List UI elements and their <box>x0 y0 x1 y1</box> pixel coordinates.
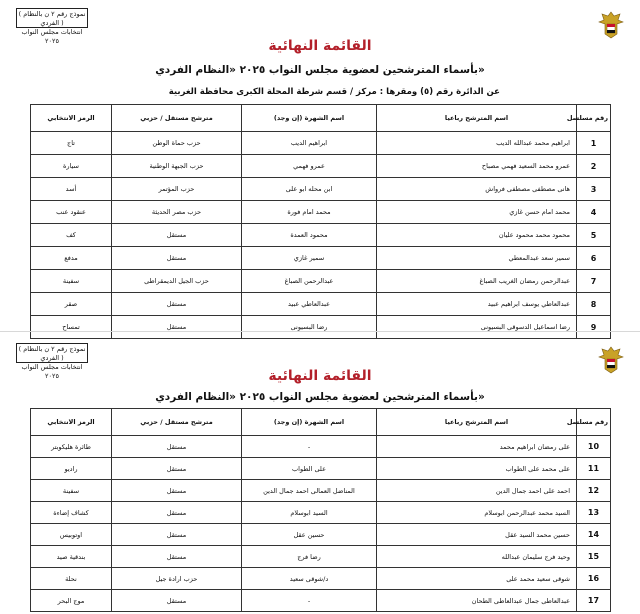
cell-fame: عبدالعاطي عبيد <box>242 293 377 316</box>
table-row <box>31 590 611 612</box>
header-fame: اسم الشهرة (إن وجد) <box>242 105 377 132</box>
header-symbol: الرمز الانتخابي <box>31 409 112 436</box>
cell-fame: محمود العمدة <box>242 224 377 247</box>
cell-name: احمد على احمد جمال الدين <box>377 480 577 502</box>
form-number-box <box>16 8 88 45</box>
cell-party: مستقل <box>112 224 242 247</box>
cell-fame: سمير غازي <box>242 247 377 270</box>
table-row <box>31 480 611 502</box>
header-party: مترشح مستقل / حزبي <box>112 105 242 132</box>
header-symbol: الرمز الانتخابي <box>31 105 112 132</box>
form-box-line1: ( نموذج رقم ٢ ن بالنظام الفردي ) <box>18 10 86 27</box>
header-name: اسم المترشح رباعيا <box>377 105 577 132</box>
table-row <box>31 568 611 590</box>
cell-num: 9 <box>577 316 611 339</box>
form-box-line2: انتخابات مجلس النواب ٢٠٢٥ <box>21 28 83 45</box>
cell-name: على رمضان ابراهيم محمد <box>377 436 577 458</box>
cell-symbol: بندقية صيد <box>31 546 112 568</box>
cell-num: 10 <box>577 436 611 458</box>
cell-symbol: عنقود عنب <box>31 201 112 224</box>
cell-name: ابراهيم محمد عبدالله الديب <box>377 132 577 155</box>
table-row <box>31 293 611 316</box>
page-separator <box>0 331 640 332</box>
cell-name: السيد محمد عبدالرحمن ابوسلام <box>377 502 577 524</box>
cell-name: رضا اسماعيل الدسوقى البسيونى <box>377 316 577 339</box>
cell-symbol: صقر <box>31 293 112 316</box>
cell-party: حزب مصر الحديثة <box>112 201 242 224</box>
cell-fame: حسين عقل <box>242 524 377 546</box>
cell-num: 17 <box>577 590 611 612</box>
cell-symbol: راديو <box>31 458 112 480</box>
cell-num: 3 <box>577 178 611 201</box>
header-name: اسم المترشح رباعيا <box>377 409 577 436</box>
cell-symbol: أسد <box>31 178 112 201</box>
cell-fame: ابراهيم الديب <box>242 132 377 155</box>
cell-symbol: تمساح <box>31 316 112 339</box>
document-subtitle: بأسماء المترشحين لعضوية مجلس النواب ٢٠٢٥ «النظام الفردي» <box>155 391 485 403</box>
cell-symbol: طائرة هليكوبتر <box>31 436 112 458</box>
cell-num: 2 <box>577 155 611 178</box>
cell-fame: رضا فرج <box>242 546 377 568</box>
cell-name: عبدالعاطى جمال عبدالعاطى الطحان <box>377 590 577 612</box>
cell-symbol: سفينة <box>31 480 112 502</box>
cell-symbol: كشاف إضاءة <box>31 502 112 524</box>
cell-num: 15 <box>577 546 611 568</box>
form-number-box <box>16 343 88 380</box>
cell-party: حزب الجيل الديمقراطى <box>112 270 242 293</box>
table-row <box>31 224 611 247</box>
district-line: عن الدائرة رقم (٥) ومقرها : مركز / قسم شرطة المحلة الكبرى محافظة الغربية <box>168 87 500 97</box>
table-row <box>31 546 611 568</box>
table-row <box>31 201 611 224</box>
cell-fame: السيد ابوسلام <box>242 502 377 524</box>
cell-num: 4 <box>577 201 611 224</box>
header-party: مترشح مستقل / حزبي <box>112 409 242 436</box>
cell-party: حزب الجبهة الوطنية <box>112 155 242 178</box>
header-num: رقم مسلسل <box>577 105 611 132</box>
cell-party: مستقل <box>112 590 242 612</box>
cell-party: حزب حماة الوطن <box>112 132 242 155</box>
cell-num: 5 <box>577 224 611 247</box>
table-row <box>31 270 611 293</box>
final-list-title: القائمة النهائية <box>268 368 372 384</box>
cell-fame: المناضل العمالى احمد جمال الدين <box>242 480 377 502</box>
cell-name: هانى مصطفى مصطفى فرواش <box>377 178 577 201</box>
cell-num: 11 <box>577 458 611 480</box>
cell-fame: - <box>242 436 377 458</box>
table-row <box>31 132 611 155</box>
cell-party: حزب المؤتمر <box>112 178 242 201</box>
cell-num: 8 <box>577 293 611 316</box>
cell-fame: د/شوقى سعيد <box>242 568 377 590</box>
cell-party: مستقل <box>112 458 242 480</box>
cell-name: حسين محمد السيد عقل <box>377 524 577 546</box>
cell-symbol: موج البحر <box>31 590 112 612</box>
header-num: رقم مسلسل <box>577 409 611 436</box>
cell-party: مستقل <box>112 436 242 458</box>
cell-name: على محمد على الطواب <box>377 458 577 480</box>
cell-party: مستقل <box>112 293 242 316</box>
cell-symbol: نحلة <box>31 568 112 590</box>
cell-fame: عمرو فهمي <box>242 155 377 178</box>
cell-symbol: تاج <box>31 132 112 155</box>
form-box-line2: انتخابات مجلس النواب ٢٠٢٥ <box>21 363 83 380</box>
egypt-eagle-emblem-icon <box>598 10 624 40</box>
cell-num: 14 <box>577 524 611 546</box>
cell-name: عبدالرحمن رمضان الغريب الصباغ <box>377 270 577 293</box>
cell-name: محمد امام حسن غازي <box>377 201 577 224</box>
cell-num: 7 <box>577 270 611 293</box>
table-row <box>31 502 611 524</box>
cell-fame: رضا البسيونى <box>242 316 377 339</box>
cell-party: مستقل <box>112 502 242 524</box>
cell-party: مستقل <box>112 247 242 270</box>
cell-party: مستقل <box>112 524 242 546</box>
candidates-table <box>30 104 611 339</box>
cell-name: سمير سعد عبدالمعطي <box>377 247 577 270</box>
header-fame: اسم الشهرة (إن وجد) <box>242 409 377 436</box>
table-row <box>31 247 611 270</box>
cell-name: محمود محمد محمود عليان <box>377 224 577 247</box>
form-box-line1: ( نموذج رقم ٢ ن بالنظام الفردي ) <box>18 345 86 362</box>
cell-fame: محمد امام فورة <box>242 201 377 224</box>
cell-fame: ابن محله ابو على <box>242 178 377 201</box>
cell-symbol: اوتوبيس <box>31 524 112 546</box>
cell-party: مستقل <box>112 546 242 568</box>
cell-fame: على الطواب <box>242 458 377 480</box>
cell-num: 1 <box>577 132 611 155</box>
cell-party: حزب ارادة جيل <box>112 568 242 590</box>
cell-num: 6 <box>577 247 611 270</box>
cell-name: وحيد فرج سليمان عبدالله <box>377 546 577 568</box>
cell-symbol: سفينة <box>31 270 112 293</box>
document-subtitle: بأسماء المترشحين لعضوية مجلس النواب ٢٠٢٥ «النظام الفردي» <box>155 64 485 76</box>
cell-num: 12 <box>577 480 611 502</box>
cell-symbol: مدفع <box>31 247 112 270</box>
cell-fame: عبدالرحمن الصباغ <box>242 270 377 293</box>
table-header-row <box>31 105 611 132</box>
table-row <box>31 155 611 178</box>
table-row <box>31 178 611 201</box>
candidates-table <box>30 408 611 612</box>
cell-party: مستقل <box>112 480 242 502</box>
cell-name: عمرو محمد السعيد فهمي مصباح <box>377 155 577 178</box>
cell-name: شوقى سعيد محمد على <box>377 568 577 590</box>
table-row <box>31 524 611 546</box>
cell-symbol: كف <box>31 224 112 247</box>
cell-num: 13 <box>577 502 611 524</box>
table-row <box>31 436 611 458</box>
table-row <box>31 458 611 480</box>
cell-name: عبدالعاطي يوسف ابراهيم عبيد <box>377 293 577 316</box>
cell-num: 16 <box>577 568 611 590</box>
table-header-row <box>31 409 611 436</box>
document-page-2 <box>0 335 640 614</box>
cell-party: مستقل <box>112 316 242 339</box>
final-list-title: القائمة النهائية <box>268 38 372 54</box>
cell-fame: - <box>242 590 377 612</box>
cell-symbol: سيارة <box>31 155 112 178</box>
